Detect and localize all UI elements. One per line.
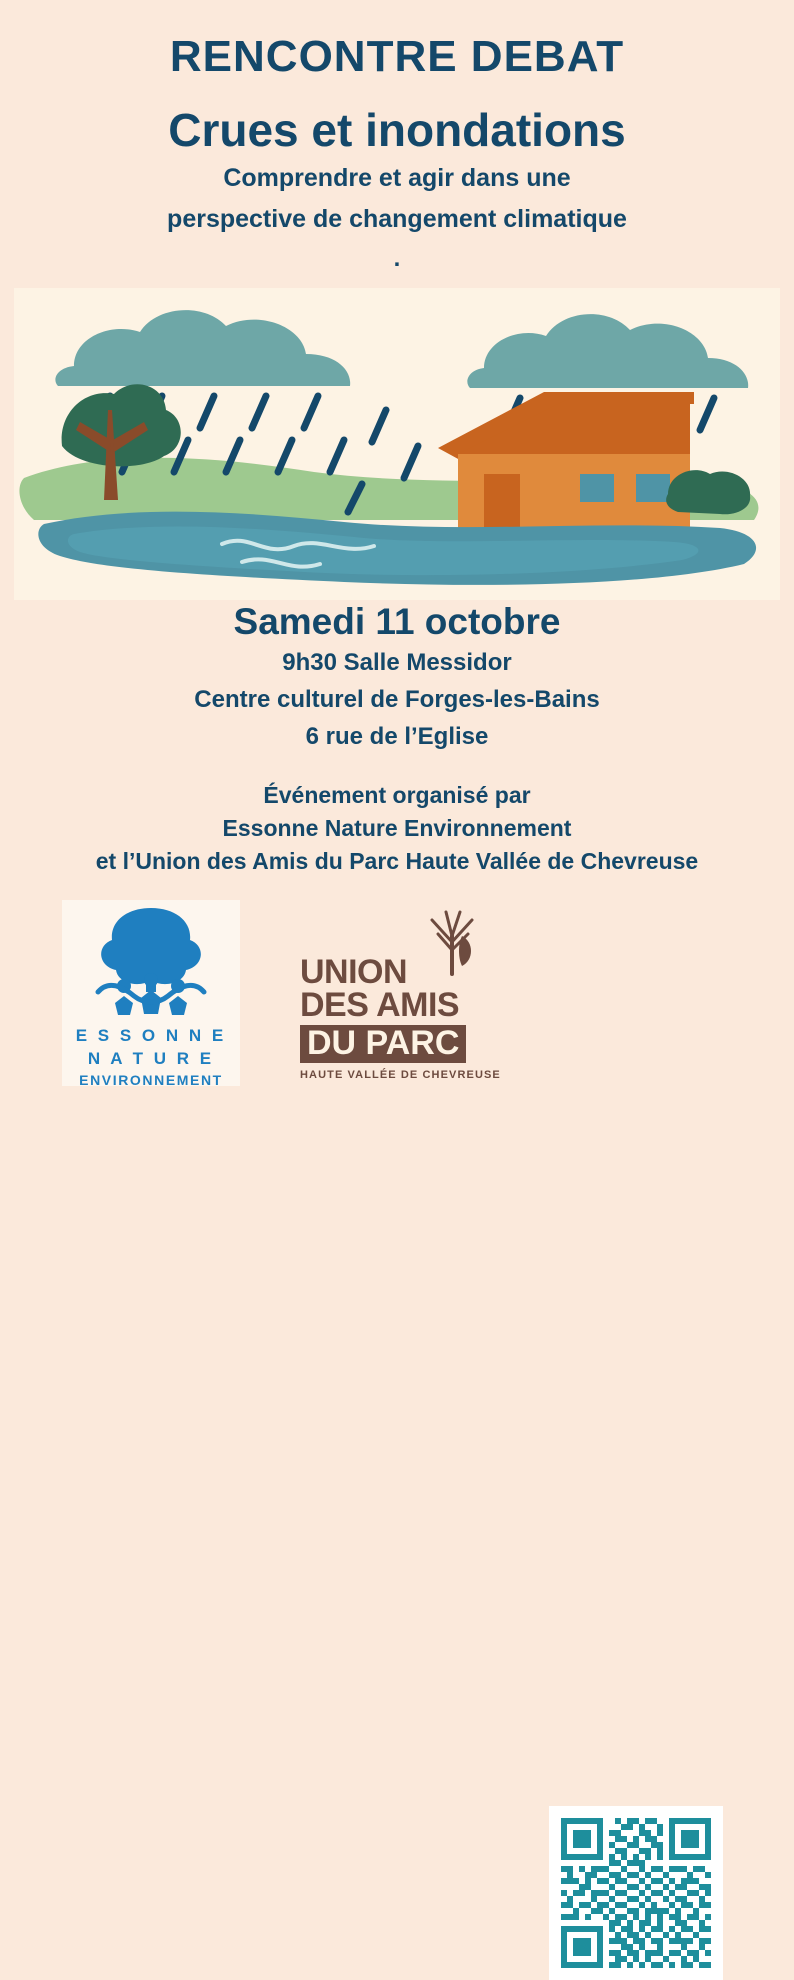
ene-label-line-1: E S S O N N E — [75, 1026, 227, 1045]
organizer-name-2: et l’Union des Amis du Parc Haute Vallée de Chevreuse — [95, 848, 699, 875]
poster-subtitle-line-2: perspective de changement climatique — [167, 204, 627, 233]
organizer-name-1: Essonne Nature Environnement — [222, 815, 572, 842]
poster-separator-dot: . — [393, 245, 401, 273]
event-address: 6 rue de l’Eglise — [305, 722, 489, 750]
event-venue: Centre culturel de Forges-les-Bains — [194, 686, 600, 714]
ene-label-line-2: N A T U R E — [87, 1048, 215, 1068]
event-date: Samedi 11 octobre — [233, 601, 561, 642]
organizer-intro: Événement organisé par — [263, 781, 531, 808]
logos-row — [0, 900, 794, 1100]
poster-header — [0, 0, 794, 273]
essonne-nature-environnement-logo — [62, 900, 240, 1086]
poster-subtitle-line-1: Comprendre et agir dans une — [223, 164, 571, 193]
union-label-line-3: DU PARC — [300, 1025, 466, 1063]
page-title: Crues et inondations — [168, 104, 626, 157]
poster-kicker: RENCONTRE DEBAT — [169, 32, 625, 81]
event-organizers — [0, 779, 794, 879]
union-label-line-2: DES AMIS — [300, 986, 460, 1025]
union-des-amis-du-parc-logo — [300, 902, 520, 1088]
union-label-line-1: UNION — [300, 953, 408, 991]
union-label-line-4: HAUTE VALLÉE DE CHEVREUSE — [300, 1068, 501, 1081]
qr-code-modules — [561, 1818, 711, 1968]
tree-people-icon — [62, 900, 240, 1020]
flood-scene-illustration — [14, 288, 780, 600]
ene-label-line-3: ENVIRONNEMENT — [79, 1071, 223, 1088]
event-time-room: 9h30 Salle Messidor — [282, 649, 512, 677]
event-details — [0, 600, 794, 879]
qr-code[interactable] — [549, 1806, 723, 1980]
